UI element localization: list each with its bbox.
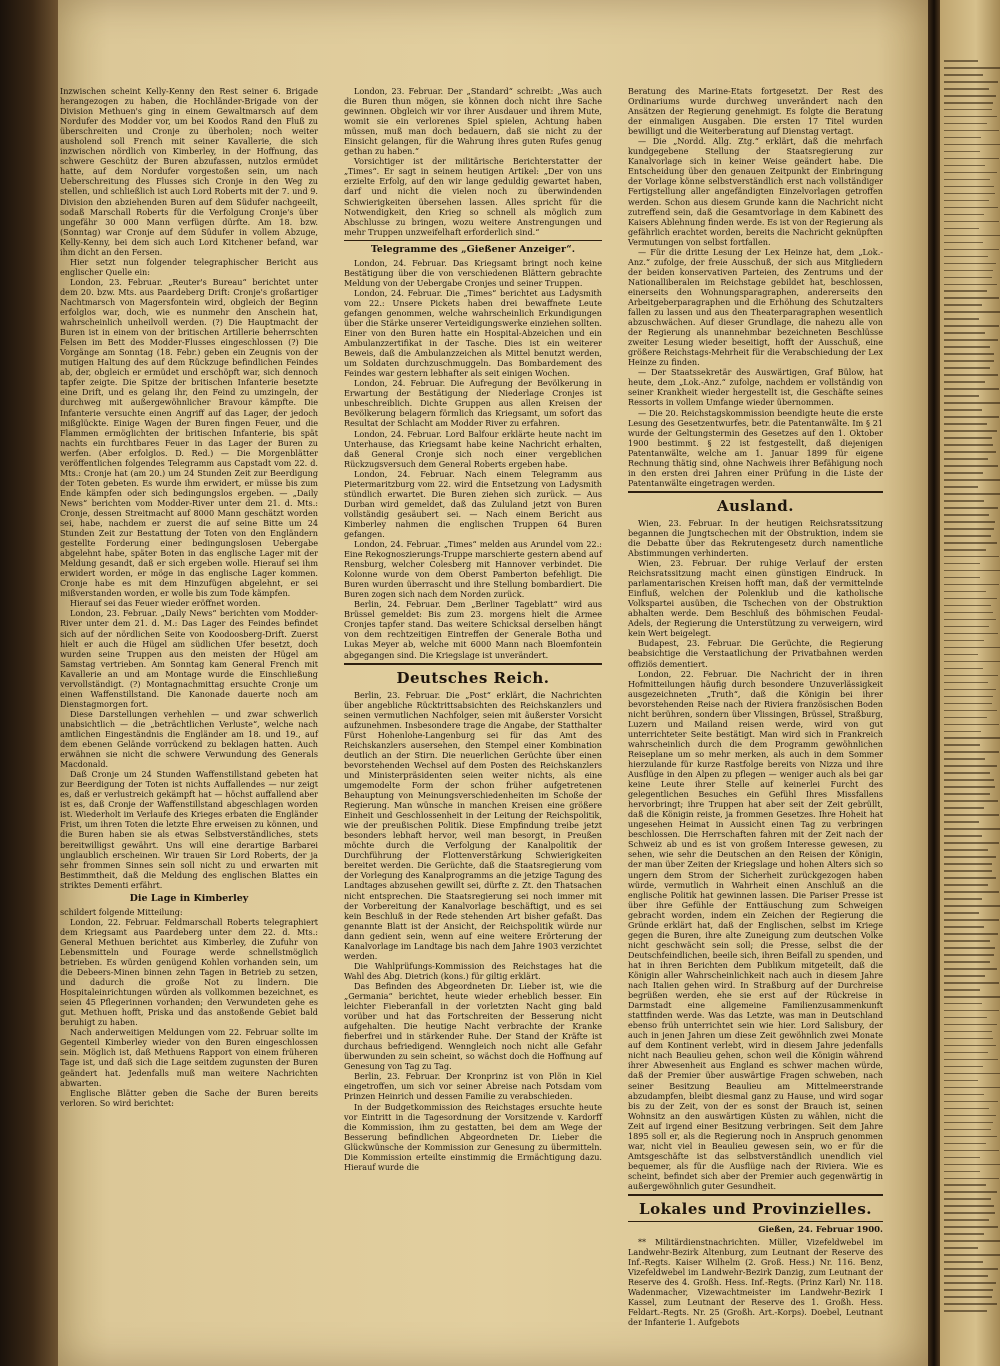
paragraph: Berlin, 24. Februar. Dem „Berliner Tageblatt“ wird aus Brüssel gemeldet: Bis zum 23. morgens hielt die Armee Cronjes tapfer stand. Das weitere Schicksal derselben hängt von dem rechtzeitigen Eintreffen der Generale Botha und Lukas Meyer ab, welche mit 6000 Mann nach Bloemfontein abgegangen sind. Die Kriegslage ist unverändert. xyxy=(344,599,602,660)
divider xyxy=(344,663,602,665)
paragraph: London, 24. Februar. Lord Balfour erklärte heute nacht im Unterhause, das Kriegsamt habe keine Nachricht erhalten, daß General Cronje sich noch einer vergeblichen Rückzugsversuch dem General Roberts ergeben habe. xyxy=(344,428,602,469)
section-heading: Lokales und Provinzielles. xyxy=(639,1200,872,1219)
paragraph: Wien, 23. Februar. In der heutigen Reichsratssitzung begannen die Jungtschechen mit der Obstruktion, indem sie die Debatte über das Rekrutengesetz durch namentliche Abstimmungen verhinderten. xyxy=(628,517,883,559)
section-heading: Deutsches Reich. xyxy=(396,668,550,687)
book-binding-left xyxy=(0,0,58,1366)
adjacent-page-edge xyxy=(940,0,1000,1366)
paragraph: London, 23. Februar. „Daily News“ berichten vom Modder-River unter dem 21. d. M.: Das Lager des Feindes befindet sich auf der nördlichen Seite von Koodoosberg-Drift. Zuerst hielt er auch die Hügel am südlichen Ufer besetzt, doch wurden seine Truppen aus den meisten der Hügel am Samstag vertrieben. Am Sonntag kam General French mit Kavallerie an und am Montage wurde die Einschließung vervollständigt. (?) Montagnachmittag ersuchte Cronje um einen Waffenstillstand. Die Kanonade dauerte noch am Dienstagmorgen fort. xyxy=(60,608,318,709)
paragraph: Diese Darstellungen verhehlen — und zwar schwerlich unabsichtlich — die „beträchtlichen Verluste“, welche nach amtlichen Eingeständnis die Engländer am 18. und 19., auf dem ebenen Gelände vorrückend zu beklagen hatten. Auch erwähnen sie nicht die schwere Verwundung des Generals Macdonald. xyxy=(60,708,318,770)
paragraph: London, 24. Februar. Das Kriegsamt bringt noch keine Bestätigung über die von verschiedenen Blättern gebrachte Meldung von der Uebergabe Cronjes und seiner Truppen. xyxy=(344,257,602,288)
paragraph: London, 22. Februar. Feldmarschall Roberts telegraphiert dem Kriegsamt aus Paardeberg unter dem 22. d. Mts.: General Methuen berichtet aus Kimberley, die Zufuhr von Lebensmitteln und Fourage werde schnellstmöglich betrieben. Es würden genügend Kohlen vorhanden sein, um die Debeers-Minen binnen zehn Tagen in Betrieb zu setzen, und dadurch die große Not zu lindern. Die Hospitaleinrichtungen würden als vollkommen bezeichnet, es seien 45 Pflegerinnen vorhanden; den Verwundeten gehe es gut. Methuen hofft, Priska und das anstoßende Gebiet bald beruhigt zu haben. xyxy=(60,916,318,1028)
paragraph: London, 24. Februar. Die „Times“ berichtet aus Ladysmith vom 22.: Unsere Pickets haben drei bewaffnete Leute gefangen genommen, welche wahrscheinlich Erkundigungen über die Stärke unserer Verteidigungswerke einziehen sollten. Einer von den Buren hatte ein Hospital-Abzeichen und ein Ambulanzzertifikat in der Tasche. Dies ist ein weiterer Beweis, daß die Ambulanzzeichen als Mittel benutzt werden, um Soldaten durchzuschmuggeln. Das Bombardement des Feindes war gestern lebhafter als seit einigen Wochen. xyxy=(344,287,602,379)
paragraph: Englische Blätter geben die Sache der Buren bereits verloren. So wird berichtet: xyxy=(60,1087,318,1108)
paragraph: Berlin, 23. Februar. Der Kronprinz ist von Plön in Kiel eingetroffen, um sich vor seiner Abreise nach Potsdam vom Prinzen Heinrich und dessen Familie zu verabschieden. xyxy=(344,1071,602,1102)
paragraph: London, 24. Februar. Nach einem Telegramm aus Pietermaritzburg vom 22. wird die Entsetzung von Ladysmith stündlich erwartet. Die Buren ziehen sich zurück. — Aus Durban wird gemeldet, daß das Zululand jetzt von Buren vollständig gesäubert sei. — Nach einem Bericht aus Kimberley nahmen die englischen Truppen 64 Buren gefangen. xyxy=(344,468,602,539)
paragraph: Daß Cronje um 24 Stunden Waffenstillstand gebeten hat zur Beerdigung der Toten ist nichts Auffallendes — nur zeigt es, daß er verlustreich gekämpft hat — höchst auffallend aber ist es, daß Cronje der Waffenstillstand abgeschlagen worden ist. Wiederholt im Verlaufe des Krieges erbaten die Engländer Frist, um ihren Toten die letzte Ehre erweisen zu können, und die Buren haben sie als etwas Selbstverständliches, stets bereitwilligst gewährt. Uns will eine derartige Barbarei unglaublich erscheinen. Wir trauen Sir Lord Roberts, der ja sehr frommen Sinnes sein soll nicht zu und erwarten mit Bestimmtheit, daß die Meldung des englischen Blattes ein striktes Dementi erfährt. xyxy=(60,769,318,890)
paragraph: — Für die dritte Lesung der Lex Heinze hat, dem „Lok.-Anz.“ zufolge, der freie Ausschuß, der sich aus Mitgliedern der beiden konservativen Parteien, des Zentrums und der Nationalliberalen im Reichstage gebildet hat, beschlossen, einerseits den Wohnungsparagraphen, andererseits den Arbeitgeberparagraphen und die Erhöhung des Schutzalters fallen zu lassen und aus den Theaterparagraphen wesentlich abzuschwächen. Auf dieser Grundlage, die nahezu alle von der Regierung als unannehmbar bezeichneten Beschlüsse zweiter Lesung wieder beseitigt, hofft der Ausschuß, eine größere Reichstags-Mehrheit für die Verabschiedung der Lex Heinze zu finden. xyxy=(628,246,883,368)
paragraph: Das Befinden des Abgeordneten Dr. Lieber ist, wie die „Germania“ berichtet, heute wieder erheblich besser. Ein leichter Fieberanfall in der vorletzten Nacht ging bald vorüber und hat das Fortschreiten der Besserung nicht aufgehalten. Die heutige Nacht verbrachte der Kranke fieberfrei und in stärkender Ruhe. Der Stand der Kräfte ist durchaus befriedigend. Wenngleich noch nicht alle Gefahr überwunden zu sein scheint, so wächst doch die Hoffnung auf Genesung von Tag zu Tag. xyxy=(344,980,602,1072)
paragraph: London, 24. Februar. „Times“ melden aus Arundel vom 22.: Eine Rekognoszierungs-Truppe marschierte gestern abend auf Rensburg, welcher Colesberg mit Hannover verbindet. Die Kolonne wurde von dem Oberst Pamberton befehligt. Die Buren wurden überrascht und ihre Stellung bombardiert. Die Buren zogen sich nach dem Norden zurück. xyxy=(344,539,602,600)
paragraph: Die Wahlprüfungs-Kommission des Reichstages hat die Wahl des Abg. Dietrich (kons.) für giltig erklärt. xyxy=(344,960,602,981)
paragraph: London, 23. Februar. „Reuter's Bureau“ berichtet unter dem 20. bzw. Mts. aus Paardeberg Drift: Cronje's großartiger Nachtmarsch von Magersfontein wird, obgleich der Beginn erfolglos war, doch, wie es nunmehr den Anschein hat, wahrscheinlich unheilvoll werden. (?) Die Hauptmacht der Buren ist in einem von der britischen Artillerie beherrschten Felsen im Bett des Modder-Flusses eingeschlossen (?) Die Vorgänge am Sonntag (18. Febr.) geben ein Zeugnis von der mutigen Haltung des auf dem Rückzuge befindlichen Feindes ab, der, obgleich er ermüdet und erschöpft war, sich dennoch tapfer zeigte. Die Spitze der britischen Infanterie besetzte eine Drift, und es gelang ihr, den Feind zu umzingeln, der durchweg mit außergewöhnlicher Bravour kämpfte. Die Infanterie versuchte einen Angriff auf das Lager, der jedoch mißglückte. Einige Wagen der Buren fingen Feuer, und die Flammen ermöglichten der britischen Infanterie, bis spät nachts ein furchtbares Feuer in das Lager der Buren zu werfen. (Aber erfolglos. D. Red.) — Die Morgenblätter veröffentlichen folgendes Telegramm aus Capstadt vom 22. d. Mts.: Cronje hat (am 20.) um 24 Stunden Zeit zur Beerdigung der Toten gebeten. Es wurde ihm erwidert, er müsse bis zum Ende kämpfen oder sich bedingungslos ergeben. — „Daily News“ berichten vom Modder-River unter dem 21. d. Mts.: Cronje, dessen Streitmacht auf 8000 Mann geschätzt worden sei, habe, nachdem er zuerst die auf seine Bitte um 24 Stunden Zeit zur Bestattung der Toten von den Engländern gestellte Forderung einer bedingungslosen Uebergabe abgelehnt habe, später Boten in das englische Lager mit der Meldung gesandt, daß er sich ergeben wolle. Hierauf sei ihm erwidert worden, er möge in das englische Lager kommen. Cronje habe es mit dem Hinzufügen abgelehnt, er sei mißverstanden worden, er wolle bis zum Tode kämpfen. xyxy=(60,276,318,599)
paragraph: — Die 20. Reichstagskommission beendigte heute die erste Lesung des Gesetzentwurfes, betr. die Patentanwälte. Im § 21 wurde der Geltungstermin des Gesetzes auf den 1. Oktober 1900 bestimmt. § 22 ist festgestellt, daß diejenigen Patentanwälte, welche am 1. Januar 1899 für eigene Rechnung thätig sind, ohne Nachweis ihrer Befähigung noch in den ersten drei Jahren einer Prüfung in die Liste der Patentanwälte eingetragen werden. xyxy=(628,407,883,488)
divider xyxy=(628,1221,883,1222)
paragraph: Nach anderweitigen Meldungen vom 22. Februar sollte im Gegenteil Kimberley wieder von den Buren eingeschlossen sein. Möglich ist, daß Methuens Rapport von einem früheren Tage ist, und daß sich die Lage seitdem zugunsten der Buren geändert hat. Jedenfalls muß man weitere Nachrichten abwarten. xyxy=(60,1027,318,1088)
paragraph: London, 22. Februar. Die Nachricht der in ihren Hofmitteilungen häufig durch besondere Unzuverlässigkeit ausgezeichneten „Truth“, daß die Königin bei ihrer bevorstehenden Reise nach der Riviera französischen Boden nicht berühren, sondern über Vlissingen, Brüssel, Straßburg, Luzern und Mailand reisen werde, wird von gut unterrichteter Seite bestätigt. Man wird sich in Frankreich wahrscheinlich durch die dem Programm gewöhnlichen Reiseplane um so mehr merken, als auch in dem Sommer hierzulande für kurze Rastfolge bereits von Nizza und ihre Ausflüge in den Alpen zu pflegen — weniger auch als bei gar keine Leute ihrer Stelle auf keinerlei Furcht des gelegentlichen Besuches ein Gefühl Ihres Missfallens hervorbringt; ihre Truppen hat aber seit der Zeit gebrüllt, daß die Königin reiste, ja frommen Gesetzes. Ihre Hoheit hat ungesehen Heimat in Aussicht einen Tag zu verbringen beschlossen. Die Herrschaften fahren mit der Zeit nach der Schweiz ab und es ist von großem Interesse gewesen, zu sehen, wie sehr die Deutschen an den Reisen der Königin, der man über Zeiten der Kriegslage und hohen Alters sich so ungern dem Strom der Sicherheit zurückgezogen haben würde, vermutlich in Wahrheit einen Anschluß an die englische Politik hat gewinnen lassen. Die Pariser Presse ist über ihre Gefühle der Enttäuschung zum Schweigen gebracht worden, indem ein Zeichen der Regierung die Gründe erklärt hat, daß der Englischen, selbst im Kriege gegen die Buren, ihre alte Zuneigung zum deutschen Volke nicht geschwächt sein soll; die Presse, selbst die der Deutschfeindlichen, beeile sich, ihren Beifall zu spenden, und hat in ihren Berichten dem Publikum mitgeteilt, daß die Königin aller Wahrscheinlichkeit nach auch in diesem Jahre nach Italien gehen wird. In Straßburg auf der Durchreise begrüßen werden, ehe sie erst auf der Rückreise in Darmstadt eine allgemeine Familienzusammenkunft stattfinden werde. Was das Letzte, was man in Deutschland ebenso früh unterrichtet sein wie hier. Lord Salisbury, der auch in jenen Jahren um diese Zeit gewöhnlich zwei Monate auf dem Kontinent verlebt, wird in diesem Jahre jedenfalls nicht nach Beaulieu gehen, schon weil die Königin während ihrer Abwesenheit aus England es schwer machen würde, daß der Premier über auswärtige Fragen schweben, nach seiner Besitzung Beaulieu am Mittelmeerstrande abzudampfen, bleibt diesmal ganz zu Hause, und wird sogar bis zu der Zeit, von der es sonst der Brauch ist, seinen Wohnsitz an den auswärtigen Küsten zu wählen, nicht die Zeit auf irgend einer Besitzung verbringen. Seit dem Jahre 1895 soll er, als die Regierung noch in Anspruch genommen war, nicht viel in Beaulieu gewesen sein, wo er für die Amtsgeschäfte ist das selbstverständlich unendlich viel bequemer, als für die Ausflüge nach der Riviera. Wie es scheint, befindet sich aber der Premier auch gegenwärtig in außergewöhnlich guter Gesundheit. xyxy=(628,668,883,1191)
paragraph: Budapest, 23. Februar. Die Gerüchte, die Regierung beabsichtige die Verstaatlichung der Privatbahnen werden offiziös dementiert. xyxy=(628,638,883,669)
paragraph: Hier setzt nun folgender telegraphischer Bericht aus englischer Quelle ein: xyxy=(60,256,318,277)
paragraph: ** Militärdienstnachrichten. Müller, Vizefeldwebel im Landwehr-Bezirk Altenburg, zum Leutnant der Reserve des Inf.-Regts. Kaiser Wilhelm (2. Groß. Hess.) Nr. 116. Benz, Vizefeldwebel im Landwehr-Bezirk Danzig, zum Leutnant der Reserve des 4. Großh. Hess. Inf.-Regts. (Prinz Karl) Nr. 118. Wadenmacher, Vizewachtmeister im Landwehr-Bezirk I Kassel, zum Leutnant der Reserve des 1. Großh. Hess. Feldart.-Regts. Nr. 25 (Großh. Art.-Korps). Doebel, Leutnant der Infanterie 1. Aufgebots xyxy=(628,1237,883,1328)
divider xyxy=(628,1194,883,1196)
book-gutter xyxy=(928,0,940,1366)
section-heading: Ausland. xyxy=(716,496,795,515)
paragraph: In der Budgetkommission des Reichstages ersuchte heute vor Eintritt in die Tagesordnung der Vorsitzende v. Kardorff die Kommission, ihm zu gestatten, bei dem am Wege der Besserung befindlichen Abgeordneten Dr. Lieber die Glückwünsche der Kommission zur Genesung zu übermitteln. Die Kommission erteilte einstimmig die Ermächtigung dazu. Hierauf wurde die xyxy=(344,1101,602,1172)
paragraph: Beratung des Marine-Etats fortgesetzt. Der Rest des Ordinariums wurde durchweg unverändert nach den Ansätzen der Regierung genehmigt. Es folgte die Beratung der einmaligen Ausgaben. Die ersten 17 Titel wurden bewilligt und die Weiterberatung auf Dienstag vertagt. xyxy=(628,86,883,137)
paragraph: Hierauf sei das Feuer wieder eröffnet worden. xyxy=(70,598,261,609)
divider xyxy=(344,240,602,241)
dateline: Gießen, 24. Februar 1900. xyxy=(758,1225,883,1236)
section-heading: Die Lage in Kimberley xyxy=(129,892,249,904)
paragraph: London, 23. Februar. Der „Standard“ schreibt: „Was auch die Buren thun mögen, sie können doch nicht ihre Sache gewinnen. Obgleich wir vor ihrer Ausdauer und ihrem Mute, womit sie ein verlorenes Spiel spielen, Achtung haben müssen, muß man doch bedauern, daß sie nicht zu der Einsicht gelangen, für die Wahrung ihres guten Rufes genug gethan zu haben.“ xyxy=(344,86,602,157)
paragraph: Vorsichtiger ist der militärische Berichterstatter der „Times“. Er sagt in seinem heutigen Artikel: „Der von uns erzielte Erfolg, auf den wir lange geduldig gewartet haben, darf und nicht die vielen noch zu überwindenden Schwierigkeiten übersehen lassen. Alles spricht für die Notwendigkeit, den Krieg so schnell als möglich zum Abschlusse zu bringen, wozu weitere Anstrengungen und mehr Truppen unzweifelhaft erforderlich sind.“ xyxy=(344,156,602,237)
paragraph: Wien, 23. Februar. Der ruhige Verlauf der ersten Reichsratssitzung macht einen günstigen Eindruck. In parlamentarischen Kreisen hofft man, daß der vermittelnde Einfluß, welchen der Polenklub und die katholische Volkspartei ausüben, die Tschechen von der Obstruktion abhalten werde. Dem Beschluß des böhmischen Feudal-Adels, der Regierung die Unterstützung zu verweigern, wird kein Wert beigelegt. xyxy=(628,558,883,639)
paragraph: — Der Staatssekretär des Auswärtigen, Graf Bülow, hat heute, dem „Lok.-Anz.“ zufolge, nachdem er vollständig von seiner Krankheit wieder hergestellt ist, die Geschäfte seines Ressorts in vollem Umfange wieder übernommen. xyxy=(628,367,883,408)
column-3 xyxy=(628,86,883,1327)
paragraph: Inzwischen scheint Kelly-Kenny den Rest seiner 6. Brigade herangezogen zu haben, die Hochländer-Brigade von der Division Methuen's ging in einem Gewaltmarsch auf dem Nordufer des Modder vor, um bei Koodos Rand den Fluß zu überschreiten und Cronje zu überholen; noch weiter ausholend soll French mit seiner Kavallerie, die sich inzwischen nördlich von Kimberley, in der Hoffnung, das schwere Geschütz der Buren abzufassen, nutzlos ermüdet hatte, auf dem Nordufer vorgestoßen sein, um nach Ueberschreitung des Flusses sich Cronje in den Weg zu stellen, und schließlich ist auch Lord Roberts mit der 7. und 9. Division den abziehenden Buren auf dem Südufer nachgeeilt, sodaß Marschall Roberts für die Verfolgung Cronje's über ungefähr 30 000 Mann verfügen dürfte. Am 18. bzw. (Sonntag) war Cronje auf dem Südufer in vollem Abzuge, Kelly-Kenny, bei dem sich auch Lord Kitchener befand, war ihm dicht an den Fersen. xyxy=(60,86,318,257)
paragraph: Berlin, 23. Februar. Die „Post“ erklärt, die Nachrichten über angebliche Rücktrittsabsichten des Reichskanzlers und seinen vermutlichen Nachfolger, seien mit äußerster Vorsicht aufzunehmen. Insbesondere trage die Angabe, der Statthalter Fürst Hohenlohe-Langenburg sei für das Amt des Reichskanzlers ausersehen, den Stempel einer Kombination deutlich an der Stirn. Die neuerlichen Gerüchte über einen bevorstehenden Wechsel auf dem Posten des Reichskanzlers und Ministerpräsidenten seien weiter nichts, als eine umgemodelte Form der schon früher aufgetretenen Behauptung von Meinungsverschiedenheiten im Schoße der Regierung. Man wünsche in manchen Kreisen eine größere Einheit und Geschlossenheit in der Leitung der Reichspolitik, wie der preußischen Politik. Diese Empfindung treibe jetzt besonders lebhaft hervor, weil man besorgt, in Preußen möchte durch die Verfolgung der Kanalpolitik der Durchführung der Flottenverstärkung Schwierigkeiten bereitet werden. Die Gerüchte, daß die Staatsregierung vom der Vorlegung des Kanalprogramms an die jetzige Tagung des Landtages abzusehen gewillt sei, dürfte z. Zt. den Thatsachen nicht entsprechen. Die Staatsregierung sei noch immer mit der Vorbereitung der Kanalvorlage beschäftigt, und es sei kein Beschluß in der Rede stehenden Art bisher gefaßt. Das genannte Blatt ist der Ansicht, der Reichspolitik würde nur dann gedient sein, wenn auf eine weitere Erörterung der Kanalvorlage im Landtage bis nach dem Jahre 1903 verzichtet werden. xyxy=(344,689,602,961)
paragraph: — Die „Nordd. Allg. Ztg.“ erklärt, daß die mehrfach kundgegebene Stellung der Staatsregierung zur Kanalvorlage sich in keiner Weise geändert habe. Die Entscheidung über den genauen Zeitpunkt der Einbringung der Vorlage könne selbstverständlich erst nach vollständiger Fertigstellung aller angefändigten Einzelvorlagen getroffen werden. Schon aus diesem Grunde kann die Nachricht nicht zutreffend sein, daß die Gesamtvorlage in dem Kabinett des Kaisers Ablehnung finden werde. Es ist von der Regierung als gefährlich erachtet worden, bereits die Nachricht geknüpften Vermutungen von selbst fortfallen. xyxy=(628,136,883,247)
column-1 xyxy=(60,86,318,1108)
divider xyxy=(628,491,883,493)
paragraph: schildert folgende Mitteilung: xyxy=(60,906,183,917)
paragraph: London, 24. Februar. Die Aufregung der Bevölkerung in Erwartung der Bestätigung der Niederlage Cronjes ist unbeschreiblich. Dichte Gruppen aus allen Kreisen der Bevölkerung belagern förmlich das Kriegsamt, um sofort das Resultat der Schlacht am Modder River zu erfahren. xyxy=(344,378,602,429)
column-2 xyxy=(344,86,602,1172)
adjacent-page-text-lines xyxy=(944,60,1000,1326)
section-heading: Telegramme des „Gießener Anzeiger“. xyxy=(370,243,576,255)
